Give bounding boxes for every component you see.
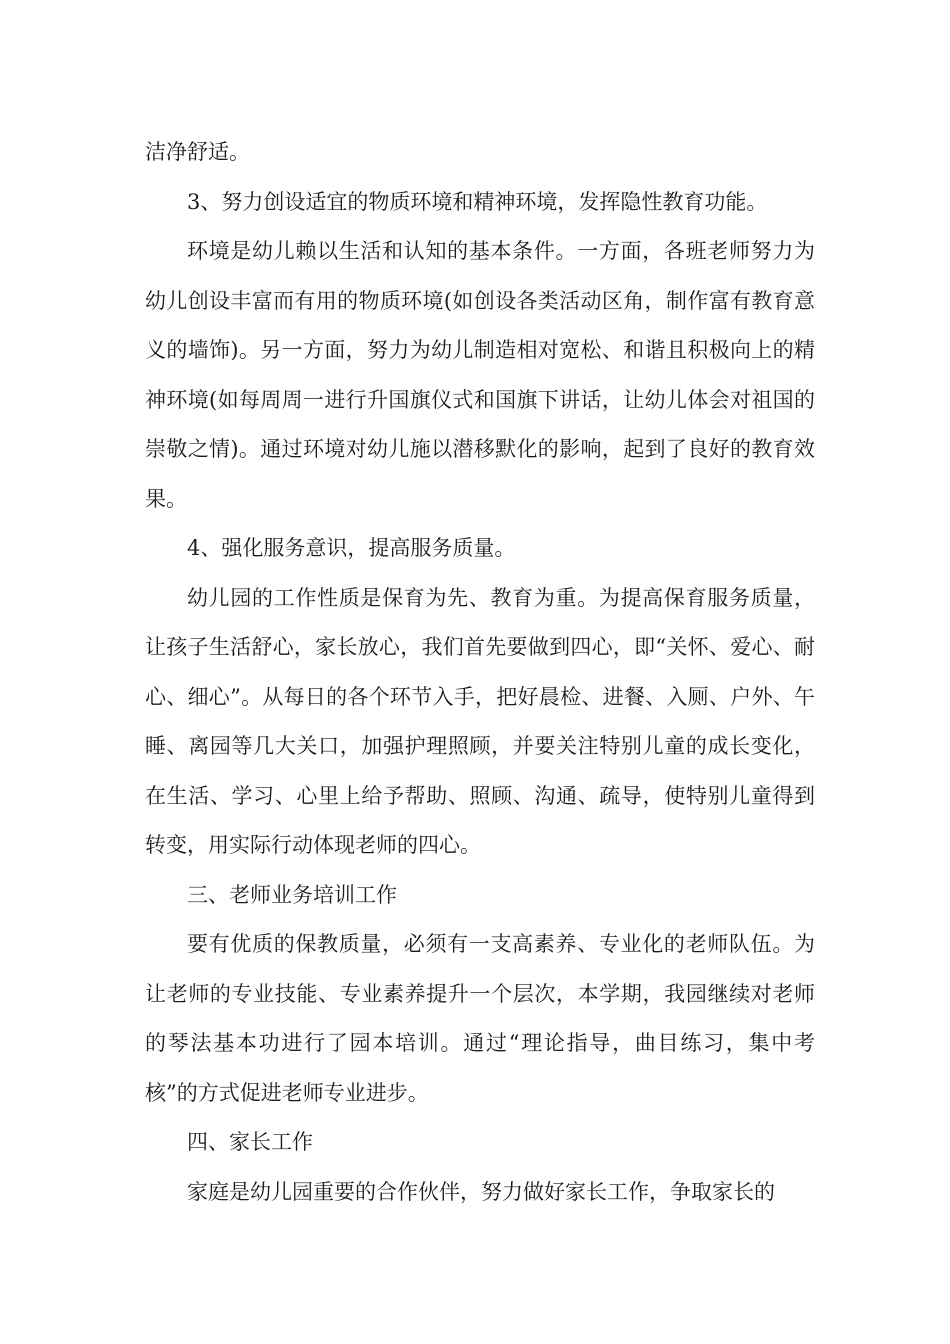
paragraph-continuation: 洁净舒适。 xyxy=(145,140,250,164)
section-heading-parent-work: 四、家长工作 xyxy=(187,1130,313,1154)
paragraph-item-3-heading: 3、努力创设适宜的物质环境和精神环境，发挥隐性教育功能。 xyxy=(187,189,768,214)
paragraph-teacher-training: 要有优质的保教质量，必须有一支高素养、专业化的老师队伍。为让老师的专业技能、专业素养提升一个层次，本学期，我园继续对老师的琴法基本功进行了园本培训。通过“理论指导，曲目练习，集中考核”的方式促进老师专业进步。 xyxy=(145,932,815,1105)
paragraph-parent-work: 家庭是幼儿园重要的合作伙伴，努力做好家长工作，争取家长的 xyxy=(187,1179,775,1204)
section-heading-teacher-training: 三、老师业务培训工作 xyxy=(187,882,397,907)
paragraph-service-quality: 幼儿园的工作性质是保育为先、教育为重。为提高保育服务质量，让孩子生活舒心，家长放心，我们首先要做到四心，即“关怀、爱心、耐心、细心”。从每日的各个环节入手，把好晨检、进餐、入厕、户外、午睡、离园等几大关口，加强护理照顾，并要关注特别儿童的成长变化，在生活、学习、心里上给予帮助、照顾、沟通、疏导，使特别儿童得到转变，用实际行动体现老师的四心。 xyxy=(145,585,815,857)
paragraph-item-4-heading: 4、强化服务意识，提高服务质量。 xyxy=(187,536,516,560)
document-body xyxy=(145,128,815,1217)
paragraph-environment: 环境是幼儿赖以生活和认知的基本条件。一方面，各班老师努力为幼儿创设丰富而有用的物质环境(如创设各类活动区角，制作富有教育意义的墙饰)。另一方面，努力为幼儿制造相对宽松、和谐且积极向上的精神环境(如每周周一进行升国旗仪式和国旗下讲话，让幼儿体会对祖国的崇敬之情)。通过环境对幼儿施以潜移默化的影响，起到了良好的教育效果。 xyxy=(145,239,815,511)
